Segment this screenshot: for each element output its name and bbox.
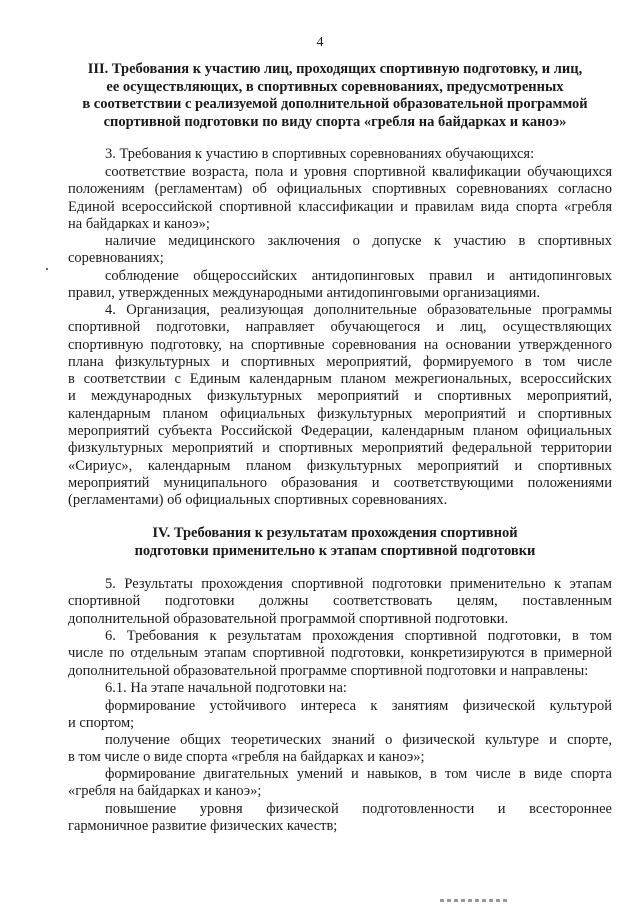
paragraph-3 — [68, 146, 612, 163]
heading-line: IV. Требования к результатам прохождения спортивной — [152, 525, 518, 541]
scan-footer-mark — [440, 899, 510, 902]
paragraph-medical — [68, 233, 612, 268]
text-line: мероприятий муниципального образования и соответствующими положениями — [68, 474, 612, 491]
text-line: Единой всероссийской спортивной классификации и правилам вида спорта «гребля — [68, 198, 612, 215]
text-line: наличие медицинского заключения о допуске к участию в спортивных — [105, 233, 612, 249]
text-line: повышение уровня физической подготовленности и всестороннее — [105, 801, 612, 817]
text-line: и спортом; — [68, 715, 135, 732]
paragraph-6 — [68, 628, 612, 680]
text-line: правил, утвержденных международными антидопинговыми организациями. — [68, 285, 541, 302]
section-3-heading — [60, 61, 610, 131]
text-line: спортивной подготовки должны соответствовать целям, поставленным — [68, 593, 612, 610]
text-line: в соответствии с Единым календарным планом межрегиональных, всероссийских — [68, 371, 612, 388]
text-line: плана физкультурных и спортивных мероприятий, формируемого в том числе — [68, 353, 612, 370]
text-line: и международных физкультурных мероприятий и спортивных мероприятий, — [68, 388, 612, 405]
paragraph-6-1 — [68, 680, 612, 697]
page-number: 4 — [316, 35, 324, 50]
paragraph-motor-skills — [68, 766, 612, 801]
heading-line: подготовки применительно к этапам спортивной подготовки — [134, 542, 536, 559]
text-line: 5. Результаты прохождения спортивной подготовки применительно к этапам — [105, 576, 612, 592]
text-line: в том числе о виде спорта «гребля на байдарках и каноэ»; — [68, 749, 425, 766]
heading-line: III. Требования к участию лиц, проходящих спортивную подготовку, и лиц, — [87, 61, 583, 77]
text-line: физкультурных мероприятий и спортивных мероприятий федеральной территории — [68, 440, 612, 457]
text-line: числе по отдельным этапам спортивной подготовки, конкретизируются в примерной — [68, 645, 612, 662]
text-line: соответствие возраста, пола и уровня спортивной квалификации обучающихся — [105, 164, 612, 180]
text-line: 3. Требования к участию в спортивных соревнованиях обучающихся: — [105, 146, 535, 162]
paragraph-4 — [68, 302, 612, 510]
text-line: (регламентами) об официальных спортивных соревнованиях. — [68, 492, 448, 509]
section-4-heading — [60, 525, 610, 560]
paragraph-fitness — [68, 801, 612, 836]
text-line: гармоничное развитие физических качеств; — [68, 818, 338, 835]
text-line: 6.1. На этапе начальной подготовки на: — [105, 680, 347, 696]
text-line: 4. Организация, реализующая дополнительные образовательные программы — [105, 302, 612, 318]
paragraph-interest — [68, 698, 612, 733]
text-line: «Сириус», календарным планом физкультурных мероприятий и спортивных — [68, 457, 612, 474]
heading-line: спортивной подготовки по виду спорта «гребля на байдарках и каноэ» — [103, 113, 567, 130]
text-line: спортивной подготовки, направляет обучающегося и лиц, осуществляющих — [68, 319, 612, 336]
text-line: получение общих теоретических знаний о физической культуре и спорте, — [105, 732, 612, 748]
text-line: формирование двигательных умений и навыков, в том числе в виде спорта — [105, 766, 612, 782]
text-line: дополнительной образовательной программе спортивной подготовки и направлены: — [68, 662, 589, 679]
paragraph-5 — [68, 576, 612, 628]
text-line: соревнованиях; — [68, 250, 164, 267]
text-line: «гребля на байдарках и каноэ»; — [68, 783, 262, 800]
paragraph-age-requirement — [68, 164, 612, 233]
heading-line: ее осуществляющих, в спортивных соревнованиях, предусмотренных — [106, 78, 564, 95]
text-line: спортивную подготовку, на спортивные соревнования на основании утвержденного — [68, 336, 612, 353]
heading-line: в соответствии с реализуемой дополнительной образовательной программой — [82, 96, 588, 112]
paragraph-theory — [68, 732, 612, 767]
scan-artifact — [46, 268, 48, 270]
text-line: на байдарках и каноэ»; — [68, 215, 210, 232]
text-line: 6. Требования к результатам прохождения спортивной подготовки, в том — [105, 628, 612, 644]
paragraph-antidoping — [68, 268, 612, 303]
text-line: соблюдение общероссийских антидопинговых правил и антидопинговых — [105, 268, 612, 284]
text-line: мероприятий субъекта Российской Федерации, календарным планом официальных — [68, 423, 612, 440]
text-line: положениям (регламентам) об официальных спортивных соревнованиях согласно — [68, 181, 612, 198]
text-line: формирование устойчивого интереса к занятиям физической культурой — [105, 698, 612, 714]
text-line: дополнительной образовательной программой спортивной подготовки. — [68, 610, 509, 627]
text-line: календарным планом официальных физкультурных мероприятий и спортивных — [68, 405, 612, 422]
